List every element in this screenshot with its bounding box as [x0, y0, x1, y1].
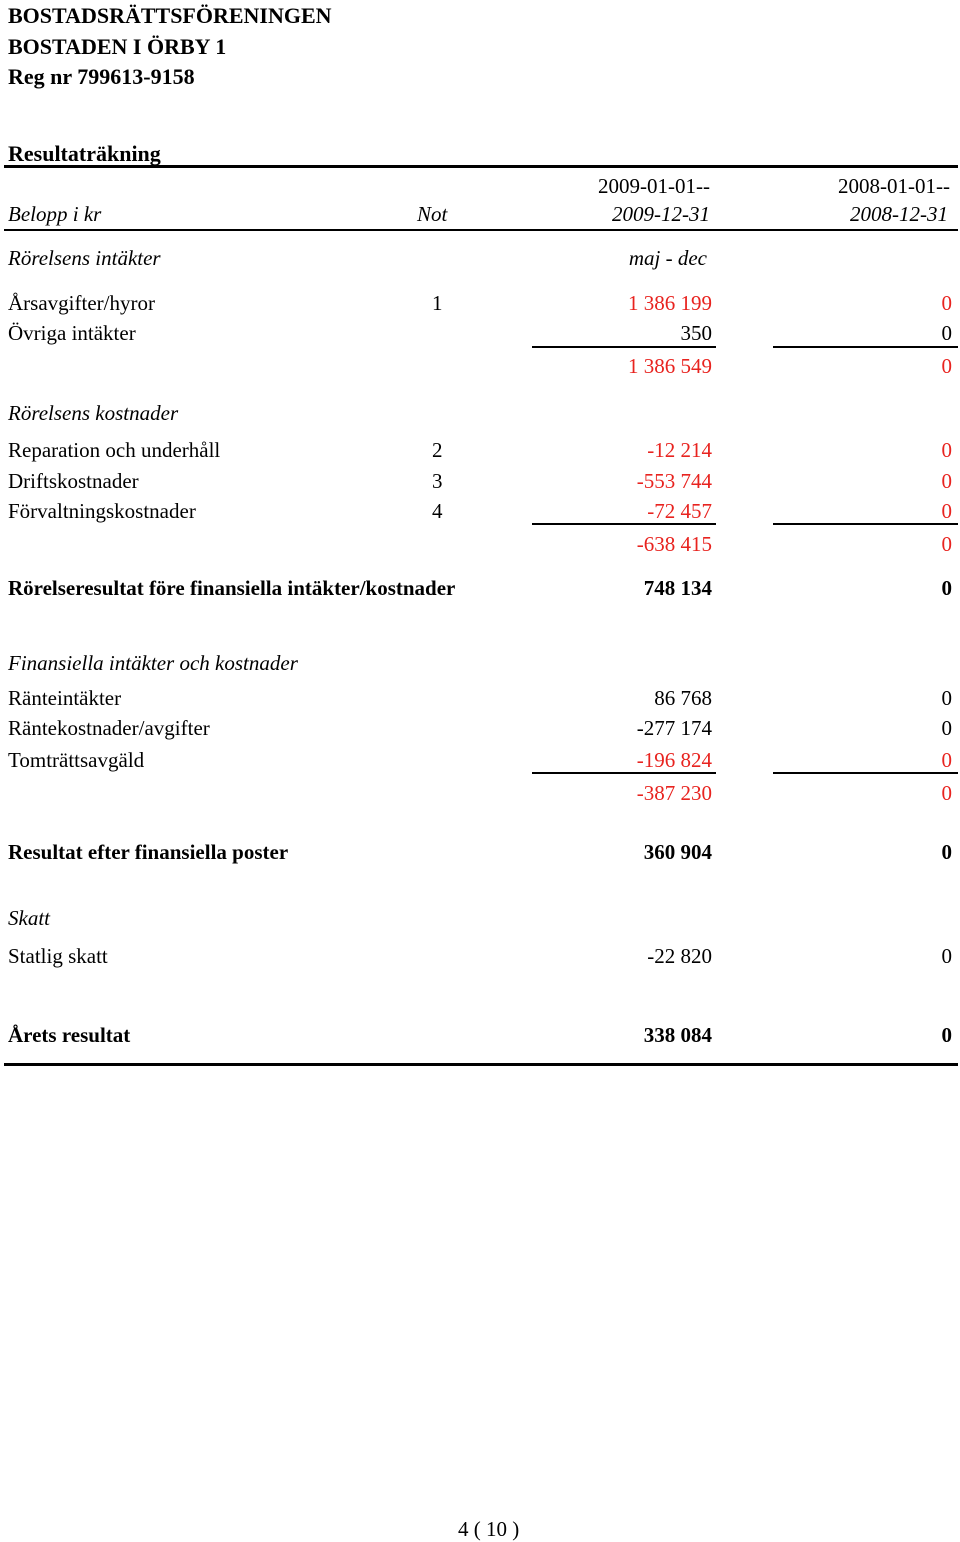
row-prior-value: 0: [941, 686, 952, 710]
section-heading-financial: Finansiella intäkter och kostnader: [8, 651, 298, 675]
row-current-value: 86 768: [654, 686, 712, 710]
period-current-start: 2009-01-01--: [598, 174, 710, 198]
row-note: 2: [432, 438, 443, 462]
registration-number: Reg nr 799613-9158: [8, 64, 195, 89]
subtotal-rule-current: [532, 346, 716, 348]
subtotal-rule-current: [532, 772, 716, 774]
row-prior-value: 0: [941, 291, 952, 315]
report-title: Resultaträkning: [8, 141, 161, 166]
row-label: Statlig skatt: [8, 944, 108, 968]
column-label-note: Not: [417, 202, 448, 226]
final-underline: [4, 1063, 958, 1066]
row-label: Tomträttsavgäld: [8, 748, 145, 772]
page-total: ( 10 ): [473, 1517, 520, 1541]
period-prior-start: 2008-01-01--: [838, 174, 950, 198]
subtotal-current: -638 415: [636, 532, 712, 556]
row-prior-value: 0: [941, 944, 952, 968]
row-label: Reparation och underhåll: [8, 438, 221, 462]
subtotal-current: -387 230: [636, 781, 712, 805]
row-prior-value: 0: [941, 716, 952, 740]
row-current-value: -553 744: [636, 469, 712, 493]
row-prior-value: 0: [941, 321, 952, 345]
column-label-amount: Belopp i kr: [8, 202, 102, 226]
row-note: 1: [432, 291, 443, 315]
row-note: 4: [432, 499, 443, 523]
row-prior-value: 0: [941, 748, 952, 772]
period-current-end: 2009-12-31: [612, 202, 710, 226]
year-result-label: Årets resultat: [8, 1023, 131, 1047]
page-number: [458, 1519, 519, 1540]
row-current-value: -277 174: [636, 716, 712, 740]
row-prior-value: 0: [941, 499, 952, 523]
row-label: Förvaltningskostnader: [8, 499, 196, 523]
association-name-line2: BOSTADEN I ÖRBY 1: [8, 34, 227, 59]
row-label: Årsavgifter/hyror: [8, 291, 155, 315]
subtotal-prior: 0: [941, 781, 952, 805]
row-label: Ränteintäkter: [8, 686, 122, 710]
row-current-value: 1 386 199: [628, 291, 712, 315]
subtotal-rule-current: [532, 523, 716, 525]
section-heading-income: Rörelsens intäkter: [8, 246, 161, 270]
page-current: 4: [458, 1517, 469, 1541]
subtotal-prior: 0: [941, 354, 952, 378]
association-name-line1: BOSTADSRÄTTSFÖRENINGEN: [8, 3, 332, 28]
result-after-financial-prior: 0: [941, 840, 952, 864]
row-prior-value: 0: [941, 438, 952, 462]
row-current-value: -22 820: [647, 944, 712, 968]
header-underline: [4, 229, 958, 231]
row-label: Driftskostnader: [8, 469, 139, 493]
subtotal-current: 1 386 549: [628, 354, 712, 378]
subtotal-rule-prior: [773, 523, 958, 525]
row-current-value: -12 214: [647, 438, 712, 462]
row-label: Övriga intäkter: [8, 321, 136, 345]
row-prior-value: 0: [941, 469, 952, 493]
subtotal-rule-prior: [773, 346, 958, 348]
section-heading-tax: Skatt: [8, 906, 50, 930]
section-heading-costs: Rörelsens kostnader: [8, 401, 179, 425]
row-current-value: -72 457: [647, 499, 712, 523]
result-after-financial-label: Resultat efter finansiella poster: [8, 840, 289, 864]
operating-result-label: Rörelseresultat före finansiella intäkter/kostnader: [8, 576, 456, 600]
row-note: 3: [432, 469, 443, 493]
period-note: maj - dec: [628, 246, 707, 270]
subtotal-prior: 0: [941, 532, 952, 556]
period-prior-end: 2008-12-31: [850, 202, 948, 226]
operating-result-prior: 0: [941, 576, 952, 600]
result-after-financial-current: 360 904: [643, 840, 712, 864]
row-label: Räntekostnader/avgifter: [8, 716, 210, 740]
title-underline: [4, 165, 958, 168]
row-current-value: 350: [680, 321, 712, 345]
row-current-value: -196 824: [636, 748, 712, 772]
year-result-current: 338 084: [643, 1023, 712, 1047]
subtotal-rule-prior: [773, 772, 958, 774]
operating-result-current: 748 134: [643, 576, 712, 600]
year-result-prior: 0: [941, 1023, 952, 1047]
